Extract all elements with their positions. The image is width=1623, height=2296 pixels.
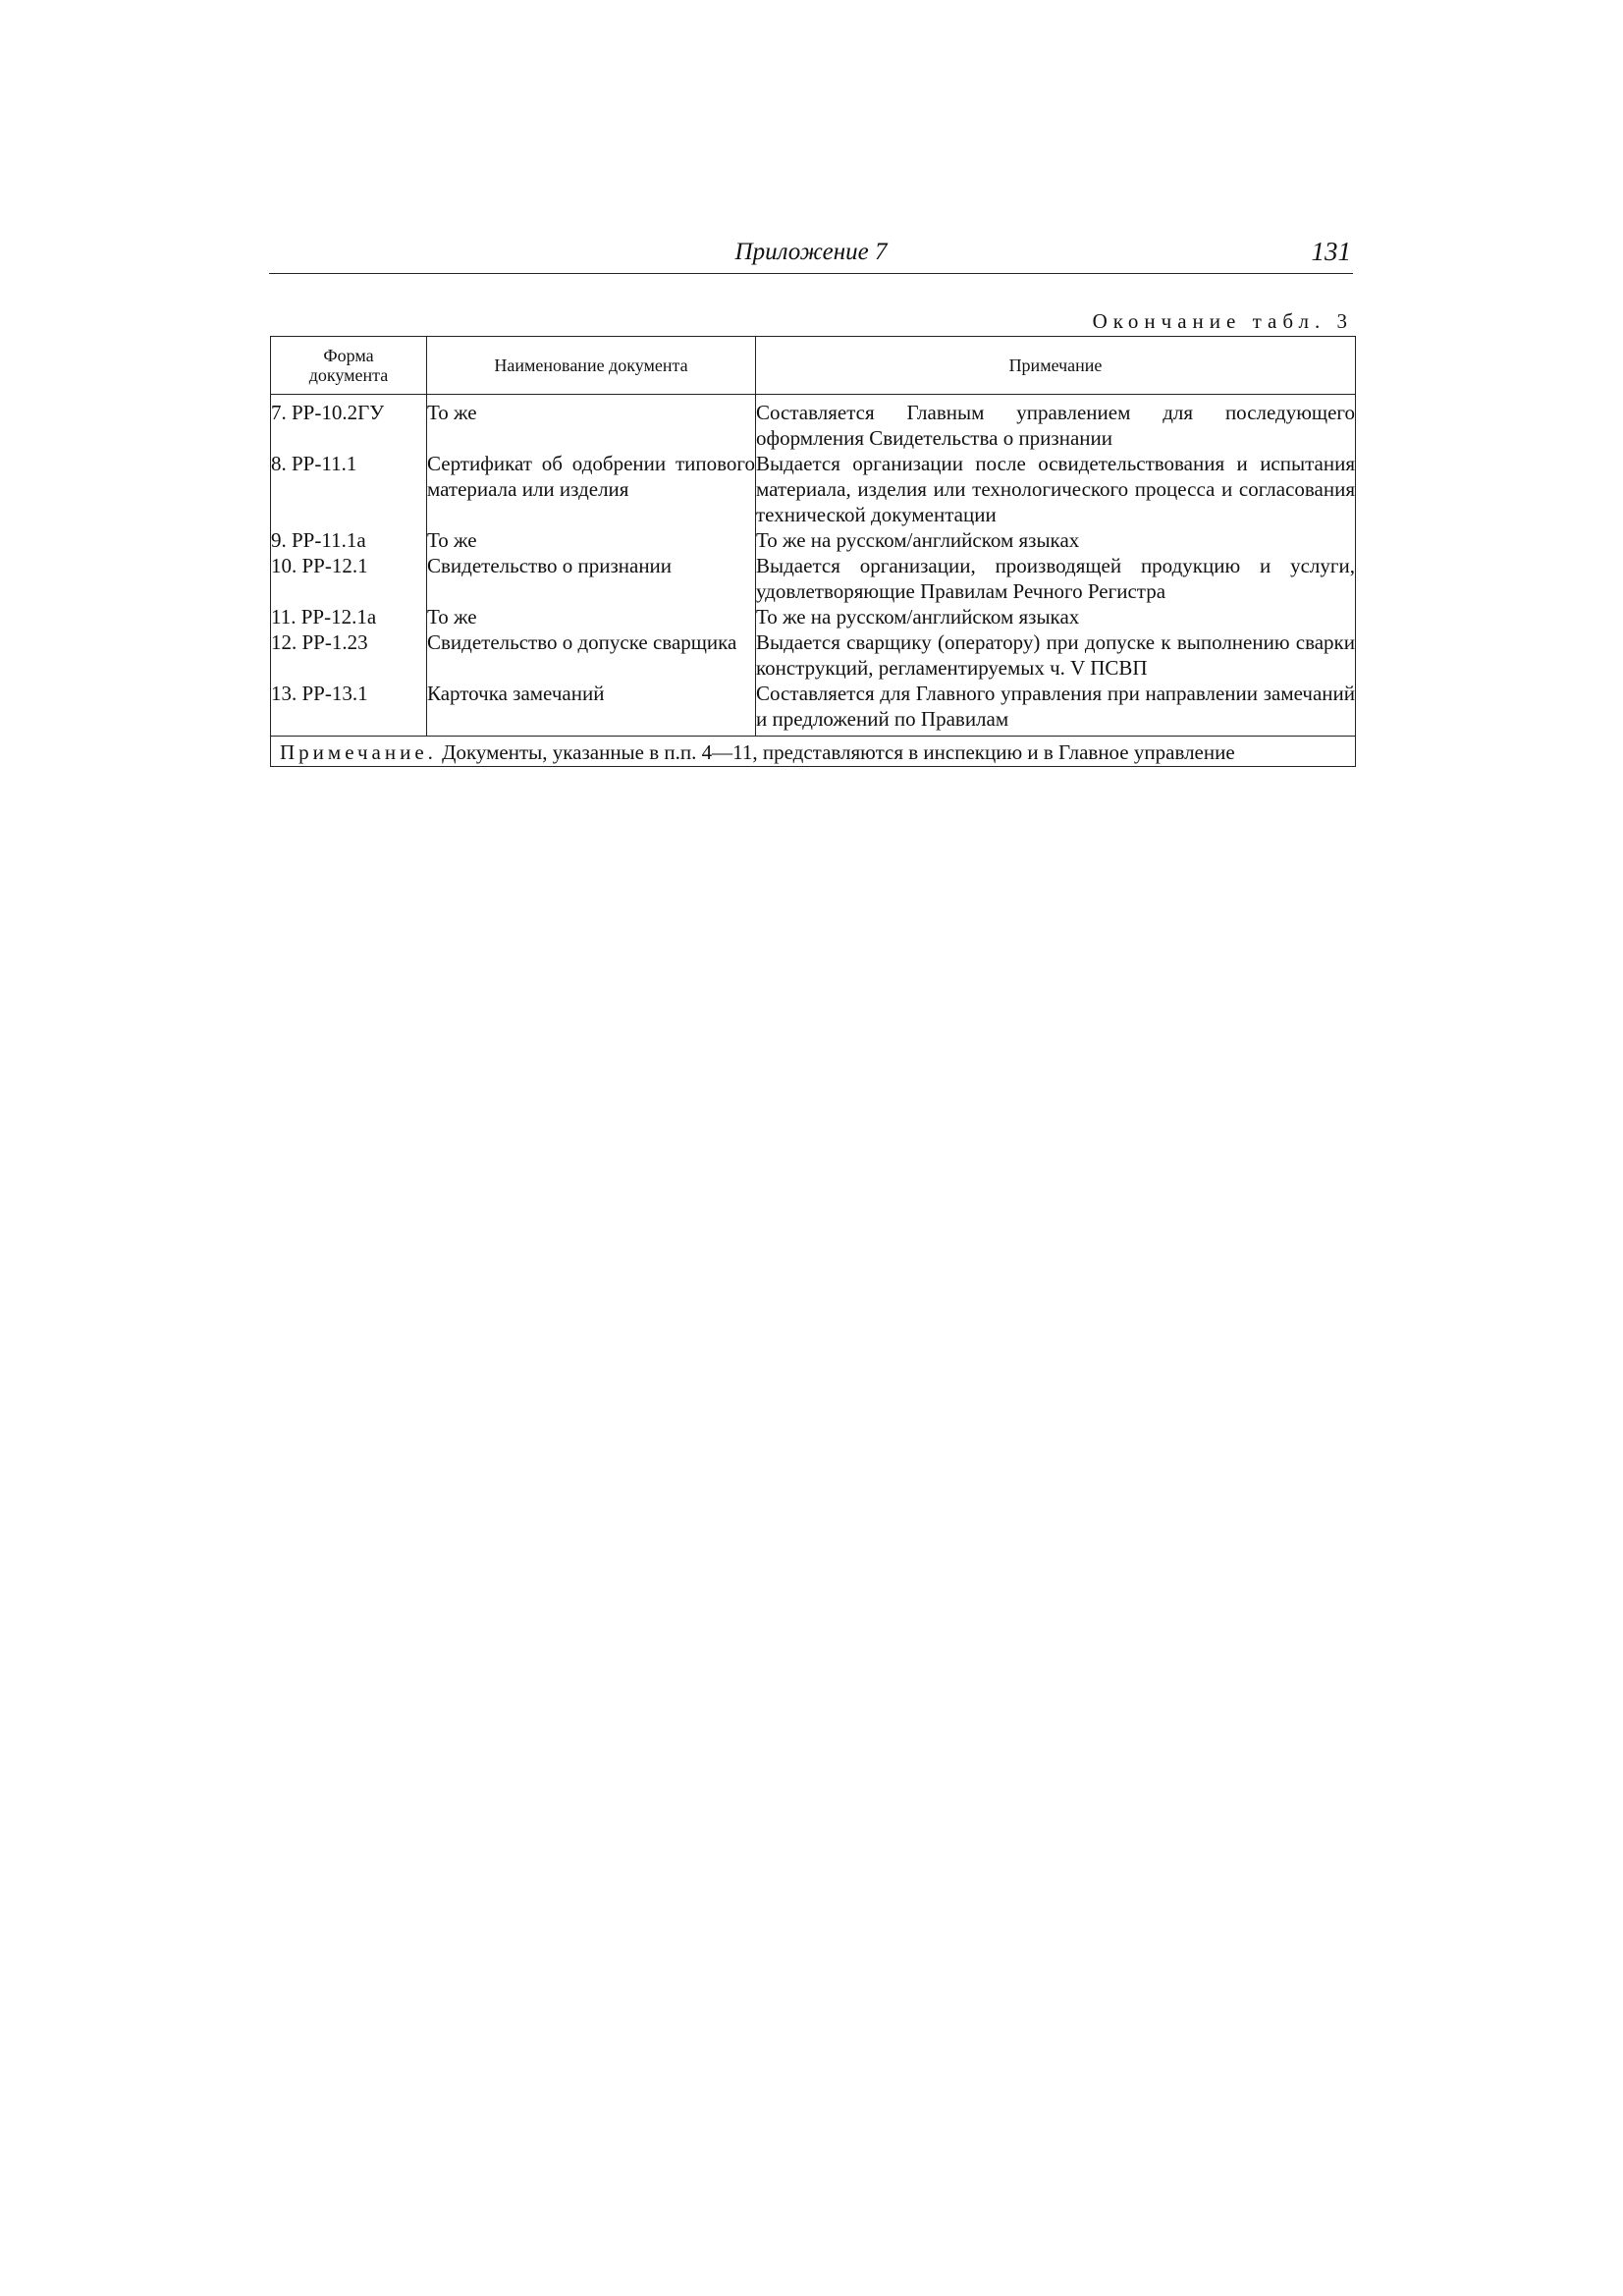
cell-name: Карточка замечаний: [427, 681, 756, 737]
table-caption: Окончание табл. 3: [1092, 309, 1353, 333]
cell-name: Свидетельство о допуске сварщика: [427, 629, 756, 681]
table-row: [271, 451, 1356, 527]
table-row: [271, 681, 1356, 737]
table-footnote: [271, 737, 1356, 767]
cell-note: То же на русском/английском языках: [756, 604, 1356, 629]
cell-form: 11. РР-12.1а: [271, 604, 427, 629]
table-footnote-row: [271, 737, 1356, 767]
cell-name: То же: [427, 527, 756, 553]
cell-note: То же на русском/английском языках: [756, 527, 1356, 553]
cell-form: 8. РР-11.1: [271, 451, 427, 527]
cell-note: Составляется Главным управлением для последующего оформления Свидетельства о признании: [756, 395, 1356, 452]
table-row: [271, 527, 1356, 553]
running-title: Приложение 7: [734, 239, 888, 265]
table-row: [271, 395, 1356, 452]
cell-form: 12. РР-1.23: [271, 629, 427, 681]
page-number: 131: [1311, 237, 1351, 266]
cell-name: Свидетельство о признании: [427, 553, 756, 604]
cell-name: То же: [427, 395, 756, 452]
cell-note: Составляется для Главного управления при направлении замечаний и предложений по Правилам: [756, 681, 1356, 737]
column-header-name: Наименование документа: [427, 337, 756, 395]
table-row: [271, 604, 1356, 629]
running-header: [269, 236, 1353, 274]
cell-form: 13. РР-13.1: [271, 681, 427, 737]
cell-form: 9. РР-11.1а: [271, 527, 427, 553]
table-row: [271, 629, 1356, 681]
cell-note: Выдается организации после освидетельствования и испытания материала, изделия или технологического процесса и согласования технической документации: [756, 452, 1355, 526]
cell-form: 10. РР-12.1: [271, 553, 427, 604]
footnote-label: Примечание.: [280, 740, 437, 764]
cell-name: То же: [427, 604, 756, 629]
column-header-form: Форма документа: [271, 337, 427, 395]
cell-note: Выдается сварщику (оператору) при допуске к выполнению сварки конструкций, регламентируемых ч. V ПСВП: [756, 630, 1355, 680]
column-header-note: Примечание: [756, 337, 1356, 395]
cell-name: Сертификат об одобрении типового материала или изделия: [427, 451, 756, 527]
cell-form: 7. РР-10.2ГУ: [271, 395, 427, 452]
footnote-text: Документы, указанные в п.п. 4—11, представляются в инспекцию и в Главное управление: [442, 740, 1235, 764]
table-header-row: [271, 337, 1356, 395]
table-row: [271, 553, 1356, 604]
cell-note: Выдается организации, производящей продукцию и услуги, удовлетворяющие Правилам Речного Регистра: [756, 554, 1355, 603]
documents-table: [270, 336, 1356, 767]
